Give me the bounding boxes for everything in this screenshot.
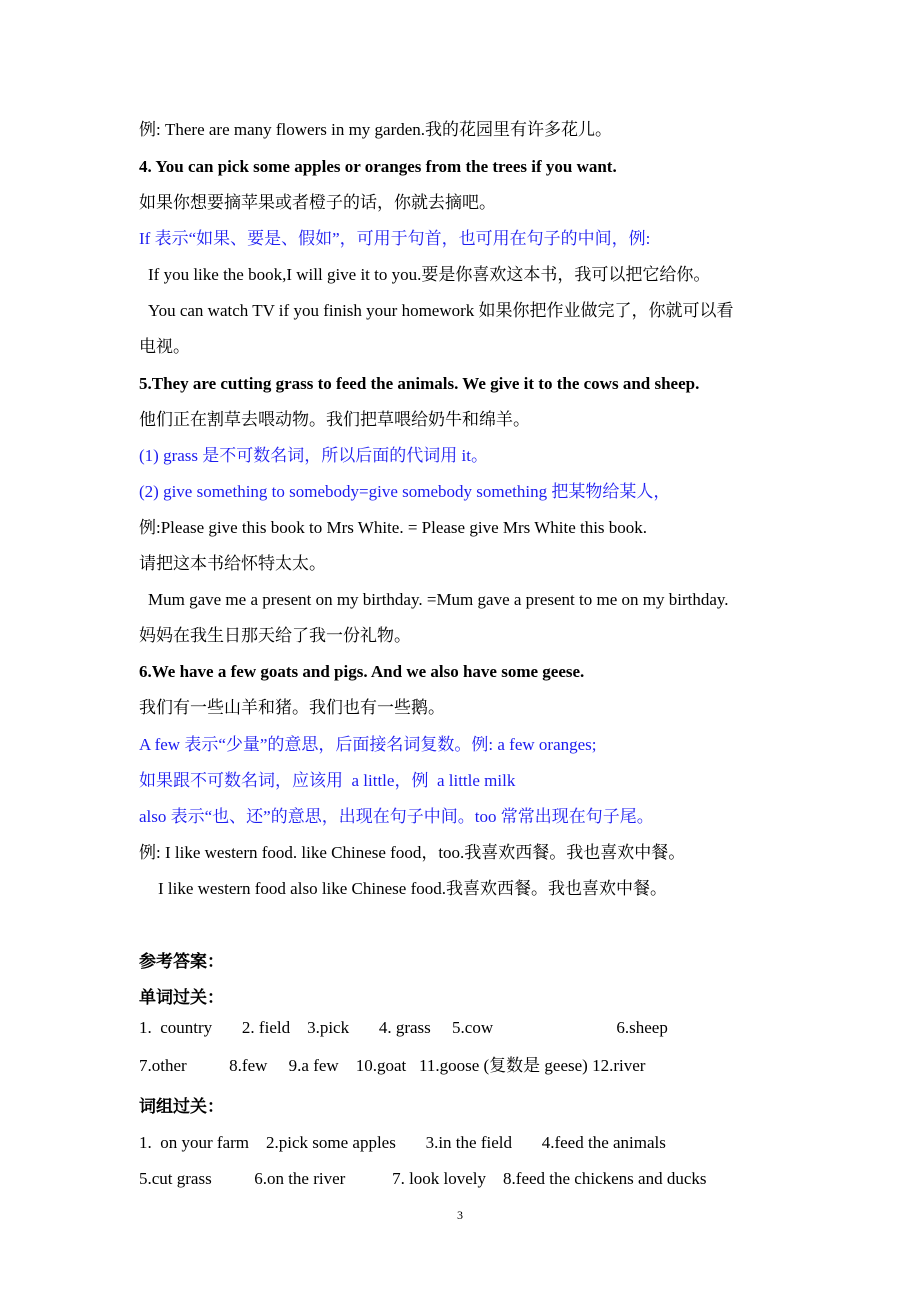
text-line: If 表示“如果、要是、假如”，可用于句首，也可用在句子的中间，例: <box>139 229 651 248</box>
page-number: 3 <box>457 1208 463 1222</box>
text-line: (1) grass 是不可数名词，所以后面的代词用 it。 <box>139 446 488 465</box>
section-heading: 参考答案： <box>139 952 224 971</box>
section-heading: 4. You can pick some apples or oranges from the trees if you want. <box>139 157 617 176</box>
text-line: 1. country 2. field 3.pick 4. grass 5.cow 6.sheep <box>139 1018 668 1037</box>
text-line: 妈妈在我生日那天给了我一份礼物。 <box>139 626 411 645</box>
text-line: 他们正在割草去喂动物。我们把草喂给奶牛和绵羊。 <box>139 410 530 429</box>
text-line: 例:Please give this book to Mrs White. = Please give Mrs White this book. <box>139 518 648 537</box>
text-line: 1. on your farm 2.pick some apples 3.in the field 4.feed the animals <box>139 1133 666 1152</box>
text-line: If you like the book,I will give it to you.要是你喜欢这本书，我可以把它给你。 <box>148 265 711 284</box>
text-line: 7.other 8.few 9.a few 10.goat 11.goose (复数是 geese) 12.river <box>139 1056 646 1075</box>
text-line: You can watch TV if you finish your homework 如果你把作业做完了，你就可以看 <box>148 301 734 320</box>
section-heading: 5.They are cutting grass to feed the animals. We give it to the cows and sheep. <box>139 374 700 393</box>
text-line: (2) give something to somebody=give somebody something 把某物给某人， <box>139 482 671 501</box>
section-heading: 6.We have a few goats and pigs. And we also have some geese. <box>139 662 585 681</box>
text-line: 例: I like western food. like Chinese food，too.我喜欢西餐。我也喜欢中餐。 <box>139 843 686 862</box>
section-heading: 单词过关： <box>139 988 224 1007</box>
section-heading: 词组过关： <box>139 1097 224 1116</box>
text-line: 如果你想要摘苹果或者橙子的话，你就去摘吧。 <box>139 193 496 212</box>
text-line: 电视。 <box>139 337 190 356</box>
text-line: I like western food also like Chinese food.我喜欢西餐。我也喜欢中餐。 <box>158 879 667 898</box>
text-line: 例: There are many flowers in my garden.我的花园里有许多花儿。 <box>139 120 613 139</box>
text-line: 5.cut grass 6.on the river 7. look lovely 8.feed the chickens and ducks <box>139 1169 707 1188</box>
text-line: 如果跟不可数名词，应该用 a little，例 a little milk <box>139 771 516 790</box>
text-line: 请把这本书给怀特太太。 <box>139 554 326 573</box>
text-line: Mum gave me a present on my birthday. =Mum gave a present to me on my birthday. <box>148 590 729 609</box>
text-line: also 表示“也、还”的意思，出现在句子中间。too 常常出现在句子尾。 <box>139 807 654 826</box>
text-line: 我们有一些山羊和猪。我们也有一些鹅。 <box>139 698 445 717</box>
text-line: A few 表示“少量”的意思，后面接名词复数。例: a few oranges; <box>139 735 597 754</box>
